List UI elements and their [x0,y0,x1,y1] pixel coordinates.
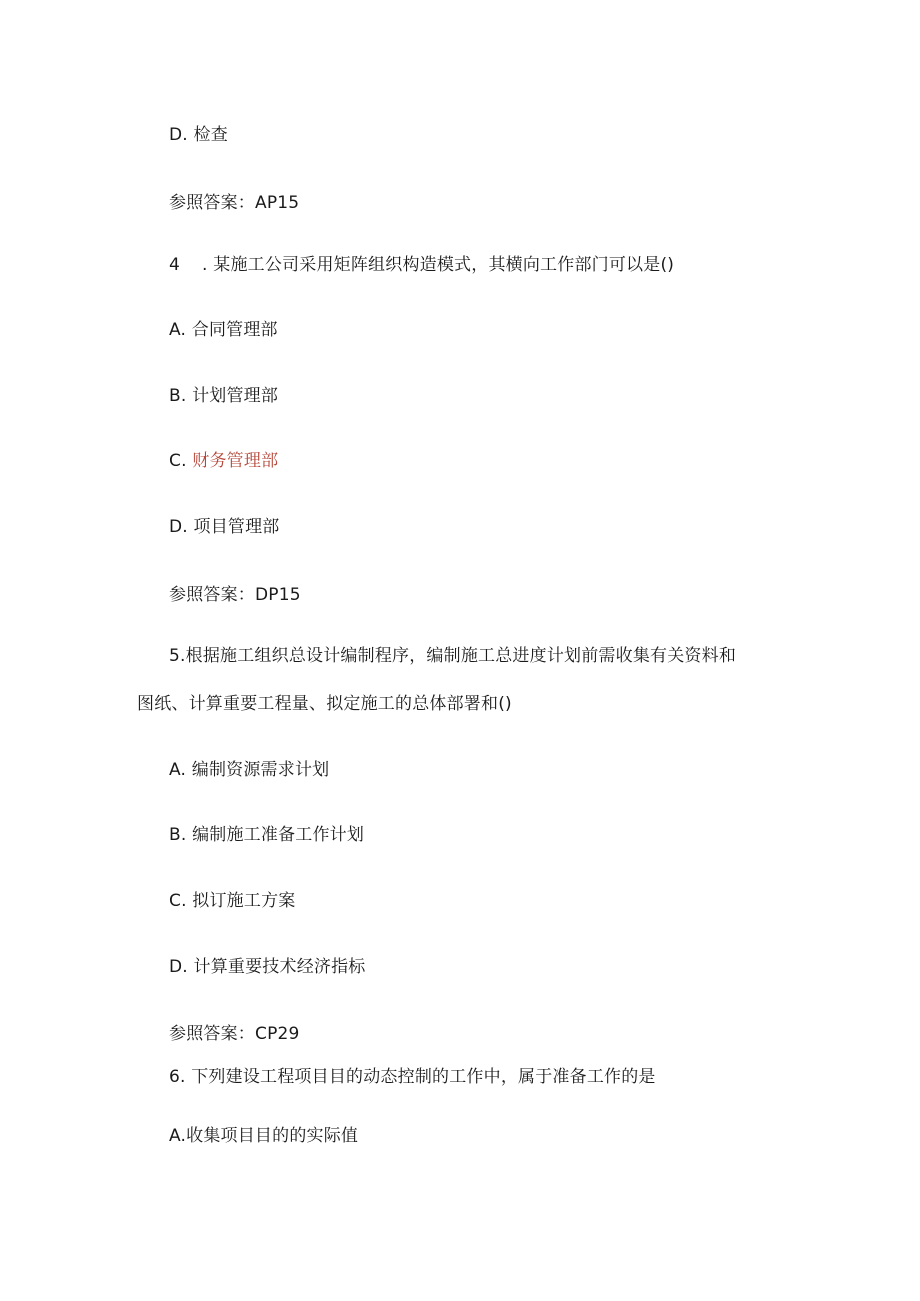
q5-option-d: D. 计算重要技术经济指标 [169,957,366,977]
q5-option-a: A. 编制资源需求计划 [169,760,330,780]
q4-option-a: A. 合同管理部 [169,320,278,340]
q4-stem-row [169,254,674,276]
q5-answer: 参照答案：CP29 [169,1024,300,1044]
q3-answer: 参照答案：AP15 [169,193,300,213]
q4-number: 4 [169,255,181,275]
q6-stem: 6. 下列建设工程项目目的动态控制的工作中，属于准备工作的是 [169,1067,656,1087]
q4-option-c-prefix: C. [169,451,193,471]
q4-option-d: D. 项目管理部 [169,517,280,537]
q5-stem-line1: 5.根据施工组织总设计编制程序，编制施工总进度计划前需收集有关资料和 [169,646,737,666]
q3-option-d: D. 检查 [169,125,228,145]
q6-option-a: A.收集项目目的的实际值 [169,1126,359,1146]
q5-option-b: B. 编制施工准备工作计划 [169,825,365,845]
q5-option-c: C. 拟订施工方案 [169,891,296,911]
q5-stem-line2: 图纸、计算重要工程量、拟定施工的总体部署和() [137,694,512,714]
q4-option-c [169,450,278,472]
q4-option-c-text: 财务管理部 [192,451,279,471]
q4-option-b: B. 计划管理部 [169,386,279,406]
q4-answer: 参照答案：DP15 [169,585,301,605]
q4-stem: . 某施工公司采用矩阵组织构造模式，其横向工作部门可以是() [202,255,675,275]
